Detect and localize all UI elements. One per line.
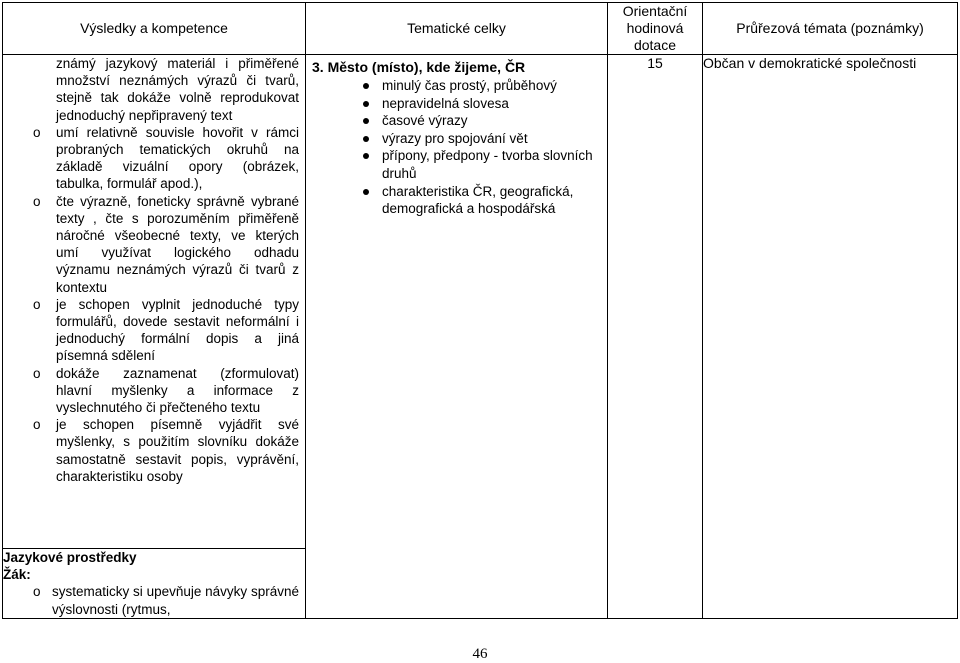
topic-text: minulý čas prostý, průběhový	[382, 78, 557, 93]
curriculum-table	[2, 2, 958, 619]
competences-intro: známý jazykový materiál i přiměřené množství neznámých výrazů či tvarů, stejně tak dokáže volně reprodukovat jednoduchý nepřipravený text	[56, 56, 299, 123]
bullet-o: o	[33, 124, 41, 140]
list-item	[3, 296, 299, 365]
table-header-row	[3, 3, 958, 55]
bullet-o: o	[33, 417, 41, 433]
bullet-o: o	[33, 584, 41, 600]
list-item	[306, 147, 607, 182]
competence-text: je schopen vyplnit jednoduché typy formulářů, dovede sestavit neformální i jednoduchý formální dopis a jiná písemná sdělení	[56, 296, 299, 364]
table-row	[3, 55, 958, 549]
list-item	[3, 365, 299, 417]
language-list	[3, 583, 305, 617]
bullet-o: o	[33, 193, 41, 209]
header-thematic-units: Tematické celky	[306, 3, 608, 55]
bullet-dot-icon	[363, 189, 369, 195]
list-item	[306, 112, 607, 130]
cross-topics-cell: Občan v demokratické společnosti	[703, 55, 958, 619]
bullet-dot-icon	[363, 101, 369, 107]
competences-list	[33, 124, 299, 485]
unit-title: 3. Město (místo), kde žijeme, ČR	[312, 59, 526, 75]
header-results-competences: Výsledky a kompetence	[3, 3, 306, 55]
competence-text: dokáže zaznamenat (zformulovat) hlavní myšlenky a informace z vyslechnutého či přečteného textu	[56, 365, 299, 416]
header-hours: Orientační hodinová dotace	[608, 3, 703, 55]
bullet-dot-icon	[363, 136, 369, 142]
list-item	[306, 130, 607, 148]
header-cross-topics: Průřezová témata (poznámky)	[703, 3, 958, 55]
list-item	[3, 193, 299, 296]
list-item	[3, 124, 299, 193]
bullet-o: o	[33, 296, 41, 312]
page-number: 46	[472, 646, 488, 662]
competence-text: umí relativně souvisle hovořit v rámci probraných tematických okruhů na základě vizuální opory (obrázek, tabulka, formulář apod.),	[56, 124, 299, 192]
bullet-dot-icon	[363, 83, 369, 89]
language-cell	[3, 549, 306, 619]
student-label: Žák:	[3, 567, 31, 583]
list-item	[3, 583, 299, 617]
competence-text: čte výrazně, foneticky správně vybrané texty , čte s porozuměním přiměřeně náročné všeobecné texty, ve kterých umí využívat logického odhadu významu neznámých výrazů či tvarů z kontextu	[56, 193, 299, 295]
competences-content	[3, 55, 305, 485]
list-item	[306, 183, 607, 218]
list-item	[3, 416, 299, 485]
hours-cell: 15	[608, 55, 703, 619]
bullet-dot-icon	[363, 153, 369, 159]
bullet-dot-icon	[363, 118, 369, 124]
topic-text: přípony, předpony - tvorba slovních druhů	[382, 148, 593, 181]
bullet-o: o	[33, 365, 41, 381]
topic-text: výrazy pro spojování vět	[382, 130, 528, 146]
language-heading: Jazykové prostředky	[3, 550, 137, 565]
list-item	[306, 95, 607, 113]
competences-cell	[3, 55, 306, 549]
topic-text: nepravidelná slovesa	[382, 95, 509, 111]
thematic-unit-cell	[306, 55, 608, 619]
topic-text: časové výrazy	[382, 113, 468, 129]
topic-text: charakteristika ČR, geografická, demografická a hospodářská	[382, 183, 574, 217]
competence-text: je schopen písemně vyjádřit své myšlenky, s použitím slovníku dokáže samostatně sestavit popis, vyprávění, charakteristiku osoby	[56, 417, 299, 484]
list-item	[306, 77, 607, 95]
language-text: systematicky si upevňuje návyky správné výslovnosti (rytmus,	[52, 584, 299, 617]
topic-list	[306, 77, 607, 218]
